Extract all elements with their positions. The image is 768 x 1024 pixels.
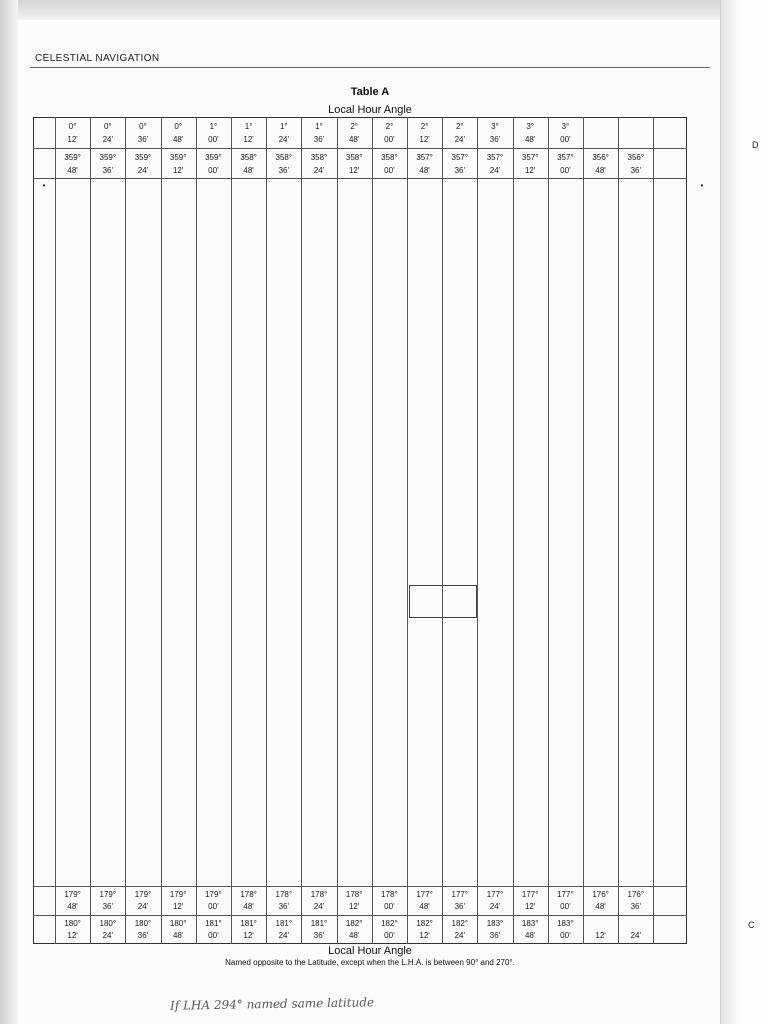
column-footer-cell: 182° [345,919,363,929]
table-subtitle-bottom: Local Hour Angle [328,945,412,957]
column-footer-cell: 00' [384,931,395,941]
column-divider [513,117,514,944]
column-header-cell: 0° [103,122,112,131]
column-footer-cell: 48' [67,902,78,912]
column-header-cell: 1° [279,122,288,131]
book-gutter [0,0,18,1024]
column-footer-cell: 180° [64,919,81,929]
column-header-cell: 359° [205,153,222,162]
column-footer-cell: 36' [489,931,501,941]
edge-letter-c: C [748,920,755,930]
column-footer-cell: 00' [384,902,395,912]
column-divider [231,117,232,944]
column-footer-cell: 00' [560,902,571,912]
column-header-cell: 3° [526,122,535,131]
degree-symbol-left: • [42,181,46,190]
column-divider [125,117,126,944]
column-header-cell: 36' [454,166,465,175]
column-footer-cell: 181° [275,919,293,929]
column-header-cell: 356° [627,153,645,162]
column-footer-cell: 00' [208,931,219,941]
column-header-cell: 00' [560,166,571,175]
column-divider [477,117,478,944]
column-divider [653,117,654,944]
column-footer-cell: 180° [134,919,152,929]
column-header-cell: 2° [385,122,394,131]
column-footer-cell: 12' [419,931,430,941]
column-divider [337,117,338,944]
column-footer-cell: 00' [560,931,571,941]
table-title: Table A [350,86,390,98]
column-divider [90,117,91,944]
column-footer-cell: 179° [64,890,81,900]
column-header-cell: 12' [524,166,536,175]
column-footer-cell: 182° [451,919,469,929]
column-footer-cell: 24' [489,902,501,912]
column-header-cell: 359° [64,153,81,162]
column-header-cell: 359° [99,153,117,162]
column-header-cell: 358° [275,153,293,162]
column-footer-cell: 182° [381,919,398,929]
column-divider [301,117,302,944]
column-footer-cell: 183° [486,919,504,929]
handwritten-annotation: If LHA 294° named same latitude [169,995,375,1013]
facing-page-edge [720,0,768,1024]
degree-symbol-right: • [700,181,704,190]
column-footer-cell: 182° [416,919,433,929]
column-header-cell: 1° [244,122,253,131]
column-footer-cell: 178° [381,890,398,900]
column-header-cell: 1° [209,122,218,131]
column-header-cell: 12' [67,135,78,144]
column-header-cell: 358° [240,153,257,162]
column-header-cell: 24' [137,166,149,175]
column-footer-cell: 179° [169,890,187,900]
column-footer-cell: 179° [205,890,222,900]
column-header-cell: 358° [345,153,363,162]
column-header-cell: 48' [595,166,606,175]
column-header-cell: 358° [381,153,398,162]
column-header-cell: 357° [557,153,574,162]
column-footer-cell: 12' [172,902,184,912]
column-header-cell: 2° [455,122,464,131]
column-footer-cell: 48' [595,902,606,912]
column-divider [266,117,267,944]
column-divider [548,117,549,944]
column-header-cell: 3° [491,122,499,131]
header-divider [33,148,687,149]
column-divider [372,117,373,944]
column-divider [196,117,197,944]
column-footer-cell: 178° [310,890,328,900]
column-header-cell: 359° [134,153,152,162]
pencil-box-mark [409,585,477,618]
column-footer-cell: 48' [172,931,184,941]
column-footer-cell: 180° [169,919,187,929]
column-header-cell: 24' [102,135,113,144]
header-rule [30,67,710,68]
column-footer-cell: 183° [521,919,539,929]
column-header-cell: 36' [630,166,641,175]
column-header-cell: 48' [419,166,430,175]
column-footer-cell: 12' [524,902,536,912]
column-footer-cell: 48' [524,931,536,941]
column-divider [161,117,162,944]
column-header-cell: 357° [451,153,469,162]
column-footer-cell: 36' [630,902,641,912]
column-header-cell: 00' [384,135,395,144]
column-footer-cell: 24' [137,902,149,912]
column-header-cell: 0° [68,122,77,131]
column-header-cell: 12' [172,166,184,175]
table-subtitle-top: Local Hour Angle [328,104,412,116]
column-footer-cell: 177° [557,890,574,900]
column-footer-cell: 12' [243,931,254,941]
footer-divider [33,915,687,916]
column-divider [618,117,619,944]
column-footer-cell: 24' [313,902,325,912]
column-header-cell: 12' [243,135,254,144]
column-divider [55,117,56,944]
column-header-cell: 358° [310,153,328,162]
column-footer-cell: 36' [102,902,113,912]
column-header-cell: 36' [278,166,289,175]
column-footer-cell: 48' [419,902,430,912]
column-header-cell: 36' [102,166,113,175]
column-footer-cell: 48' [348,931,360,941]
column-header-cell: 36' [313,135,325,144]
column-footer-cell: 36' [137,931,149,941]
column-header-cell: 48' [172,135,184,144]
column-header-cell: 36' [137,135,149,144]
column-footer-cell: 181° [205,919,222,929]
column-footer-cell: 24' [102,931,113,941]
column-header-cell: 00' [560,135,571,144]
column-header-cell: 1° [315,122,323,131]
column-footer-cell: 176° [627,890,645,900]
column-header-cell: 24' [454,135,465,144]
column-footer-cell: 177° [521,890,539,900]
column-footer-cell: 177° [486,890,504,900]
column-header-cell: 357° [416,153,433,162]
column-footer-cell: 177° [451,890,469,900]
column-header-cell: 356° [592,153,609,162]
column-header-cell: 2° [350,122,359,131]
table-footnote: Named opposite to the Latitude, except when the L.H.A. is between 90° and 270°. [225,958,515,967]
column-header-cell: 12' [419,135,430,144]
column-footer-cell: 183° [557,919,574,929]
column-footer-cell: 36' [313,931,325,941]
column-header-cell: 357° [486,153,504,162]
column-divider [583,117,584,944]
column-header-cell: 00' [384,166,395,175]
page-top-edge [0,0,768,20]
footer-divider [33,886,687,887]
column-header-cell: 0° [139,122,147,131]
column-header-cell: 48' [243,166,254,175]
column-header-cell: 48' [524,135,536,144]
table-frame [33,117,687,944]
column-footer-cell: 181° [310,919,328,929]
column-footer-cell: 12' [67,931,78,941]
column-footer-cell: 24' [630,931,641,941]
column-footer-cell: 24' [454,931,465,941]
column-header-cell: 12' [348,166,360,175]
column-footer-cell: 177° [416,890,433,900]
column-header-cell: 48' [348,135,360,144]
edge-letter-d: D [752,140,759,150]
column-divider [407,117,408,944]
column-header-cell: 00' [208,135,219,144]
column-header-cell: 2° [420,122,429,131]
column-header-cell: 24' [278,135,289,144]
column-header-cell: 357° [521,153,539,162]
column-header-cell: 0° [174,122,183,131]
column-header-cell: 48' [67,166,78,175]
column-footer-cell: 12' [595,931,606,941]
column-footer-cell: 178° [240,890,257,900]
column-footer-cell: 180° [99,919,117,929]
column-footer-cell: 00' [208,902,219,912]
running-header: CELESTIAL NAVIGATION [35,53,160,64]
column-header-cell: 00' [208,166,219,175]
column-footer-cell: 36' [454,902,465,912]
column-footer-cell: 36' [278,902,289,912]
column-footer-cell: 179° [99,890,117,900]
column-header-cell: 359° [169,153,187,162]
header-divider [33,178,687,179]
column-footer-cell: 181° [240,919,257,929]
column-footer-cell: 48' [243,902,254,912]
column-footer-cell: 176° [592,890,609,900]
column-header-cell: 3° [561,122,570,131]
column-footer-cell: 178° [275,890,293,900]
column-footer-cell: 178° [345,890,363,900]
column-header-cell: 24' [313,166,325,175]
column-divider [442,117,443,944]
column-header-cell: 24' [489,166,501,175]
column-footer-cell: 179° [134,890,152,900]
column-header-cell: 36' [489,135,501,144]
column-footer-cell: 12' [348,902,360,912]
column-footer-cell: 24' [278,931,289,941]
